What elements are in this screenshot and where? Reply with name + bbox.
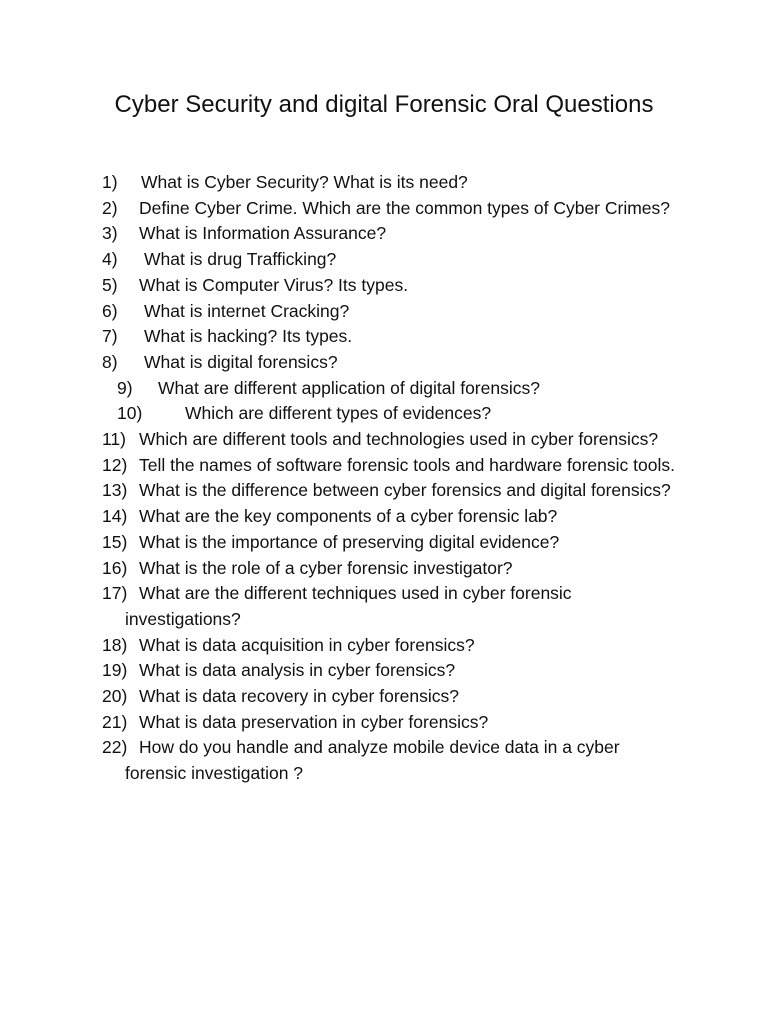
question-number: 18) [102,634,128,655]
question-text: What is data preservation in cyber forensics? [139,711,489,732]
question-number: 19) [102,660,128,681]
question-number: 20) [102,686,128,707]
question-number: 16) [102,557,128,578]
question-item [0,504,768,530]
question-item [0,170,768,196]
question-text: What is digital forensics? [144,351,338,372]
question-item [0,581,768,632]
question-text: Define Cyber Crime. Which are the common types of Cyber Crimes? [139,197,671,218]
question-text: What is Cyber Security? What is its need? [141,172,468,192]
question-number: 9) [117,377,133,398]
question-text: What is data recovery in cyber forensics? [139,686,459,707]
question-text: What are different application of digital forensics? [158,377,540,398]
question-item [0,401,768,427]
question-item [0,658,768,684]
question-text: What is data analysis in cyber forensics? [139,660,456,681]
question-item [0,684,768,710]
question-text: What is drug Trafficking? [144,249,337,270]
question-number: 12) [102,454,128,475]
question-item [0,478,768,504]
question-item [0,556,768,582]
question-text: What is the importance of preserving digital evidence? [139,531,560,552]
question-number: 3) [102,223,118,244]
question-number: 10) [117,403,143,424]
question-text: What is Computer Virus? Its types. [139,274,409,295]
question-item [0,735,768,786]
question-text: Which are different types of evidences? [185,403,492,424]
question-item [0,324,768,350]
question-list [0,170,768,787]
question-item [0,221,768,247]
question-item [0,427,768,453]
question-text: Which are different tools and technologies used in cyber forensics? [139,429,659,450]
question-number: 13) [102,480,128,501]
question-text: What is hacking? Its types. [144,326,353,347]
question-item [0,350,768,376]
question-item [0,196,768,222]
question-number: 7) [102,326,118,347]
question-item [0,710,768,736]
question-number: 17) [102,583,128,604]
question-item [0,530,768,556]
question-text: What is internet Cracking? [144,300,350,321]
question-text: What is Information Assurance? [139,223,387,244]
question-number: 2) [102,197,118,218]
question-text: Tell the names of software forensic tools and hardware forensic tools. [139,454,675,475]
question-number: 5) [102,274,118,295]
question-item [0,633,768,659]
question-number: 22) [102,737,128,758]
question-item [0,453,768,479]
question-number: 1) [102,172,118,192]
question-item [0,247,768,273]
question-number: 4) [102,249,118,270]
question-number: 6) [102,300,118,321]
question-text: What are the key components of a cyber forensic lab? [139,506,558,527]
document-title: Cyber Security and digital Forensic Oral Questions [114,91,654,118]
question-item [0,299,768,325]
question-number: 11) [102,429,126,450]
question-number: 14) [102,506,128,527]
question-number: 21) [102,711,128,732]
question-text: What is the difference between cyber forensics and digital forensics? [139,480,671,501]
question-item [0,273,768,299]
question-text: What is data acquisition in cyber forensics? [139,634,475,655]
question-item [0,376,768,402]
question-number: 15) [102,531,128,552]
question-text: What are the different techniques used in cyber forensic investigations? [125,583,572,629]
question-text: What is the role of a cyber forensic investigator? [139,557,513,578]
question-number: 8) [102,351,118,372]
question-text: How do you handle and analyze mobile device data in a cyber forensic investigation ? [125,737,620,784]
